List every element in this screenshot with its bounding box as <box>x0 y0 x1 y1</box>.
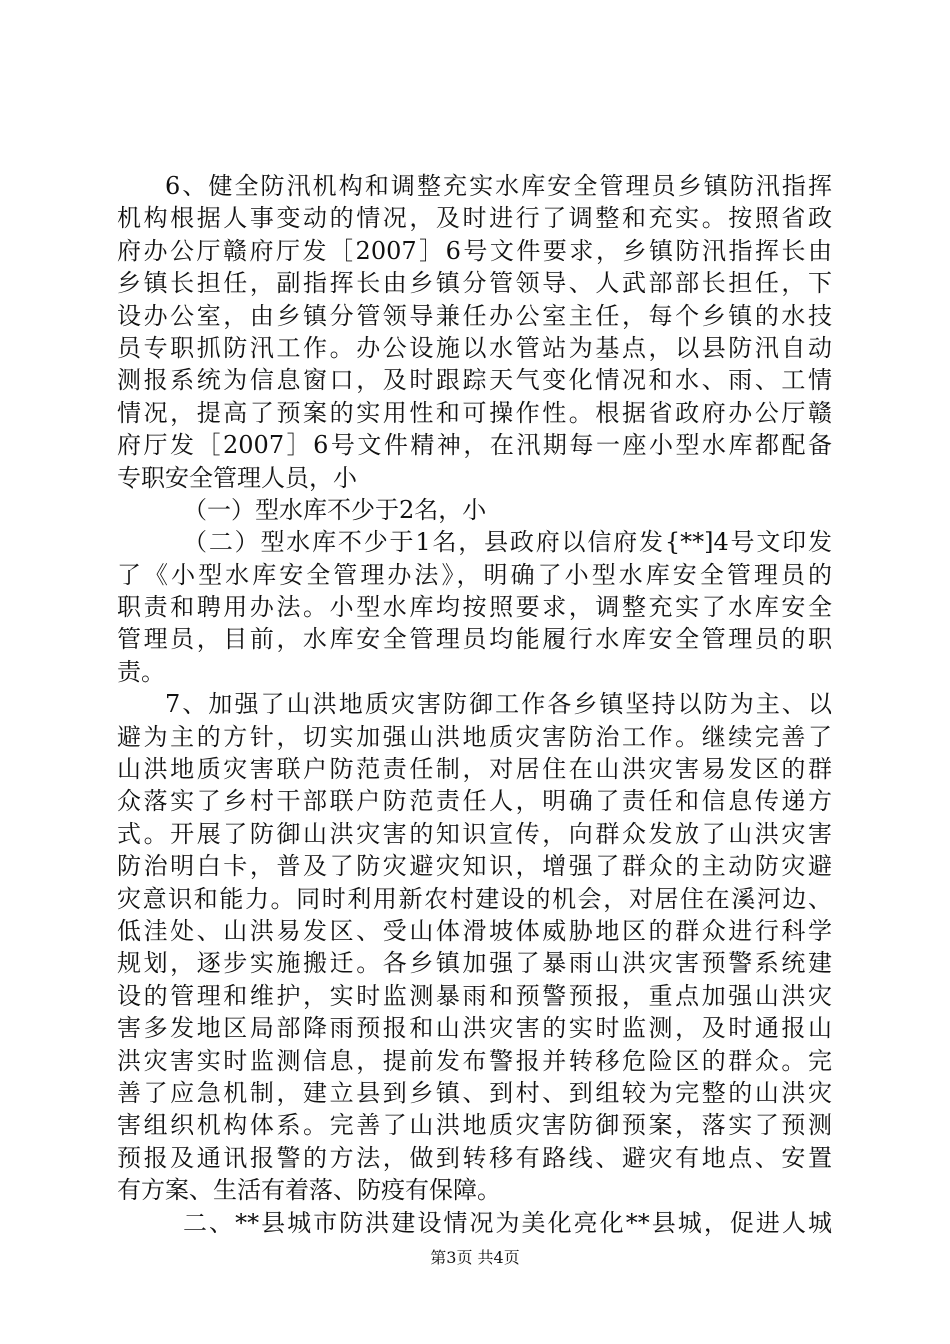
paragraph-line: 专职安全管理人员，小 <box>117 463 357 492</box>
paragraph-line: 众落实了乡村干部联户防范责任人，明确了责任和信息传递方 <box>117 787 832 816</box>
page-number-footer: 第3页 共4页 <box>430 1248 520 1267</box>
paragraph-line: 有方案、生活有着落、防疫有保障。 <box>117 1176 501 1205</box>
paragraph-line: 害组织机构体系。完善了山洪地质灾害防御预案，落实了预测 <box>117 1111 832 1140</box>
paragraph-line: 预报及通讯报警的方法，做到转移有路线、避灾有地点、安置 <box>117 1143 832 1172</box>
paragraph-line: 害多发地区局部降雨预报和山洪灾害的实时监测，及时通报山 <box>117 1014 832 1043</box>
paragraph-line: 乡镇长担任，副指挥长由乡镇分管领导、人武部部长担任，下 <box>117 269 832 298</box>
paragraph-line: 善了应急机制，建立县到乡镇、到村、到组较为完整的山洪灾 <box>117 1078 832 1107</box>
paragraph-line: 机构根据人事变动的情况，及时进行了调整和充实。按照省政 <box>117 204 832 233</box>
paragraph-line: 设办公室，由乡镇分管领导兼任办公室主任，每个乡镇的水技 <box>117 301 832 330</box>
paragraph-line: 职责和聘用办法。小型水库均按照要求，调整充实了水库安全 <box>117 593 832 622</box>
paragraph-line: 了《小型水库安全管理办法》，明确了小型水库安全管理员的 <box>117 560 832 589</box>
paragraph-line: 府厅发［2007］6号文件精神，在汛期每一座小型水库都配备 <box>117 431 832 460</box>
paragraph-line: 管理员，目前，水库安全管理员均能履行水库安全管理员的职 <box>117 625 832 654</box>
paragraph-line: 府办公厅赣府厅发［2007］6号文件要求，乡镇防汛指挥长由 <box>117 236 832 265</box>
document-body <box>117 170 832 1239</box>
paragraph-line: 7、加强了山洪地质灾害防御工作各乡镇坚持以防为主、以 <box>165 690 832 719</box>
paragraph-line: 情况，提高了预案的实用性和可操作性。根据省政府办公厅赣 <box>117 398 832 427</box>
paragraph-line: 洪灾害实时监测信息，提前发布警报并转移危险区的群众。完 <box>117 1046 832 1075</box>
paragraph-line: 规划，逐步实施搬迁。各乡镇加强了暴雨山洪灾害预警系统建 <box>117 949 832 978</box>
paragraph-line: （一）型水库不少于2名，小 <box>183 495 487 524</box>
paragraph-line: 二、**县城市防洪建设情况为美化亮化**县城，促进人城 <box>183 1208 832 1237</box>
paragraph-line: 防治明白卡，普及了防灾避灾知识，增强了群众的主动防灾避 <box>117 852 832 881</box>
paragraph-line: 式。开展了防御山洪灾害的知识宣传，向群众发放了山洪灾害 <box>117 819 832 848</box>
paragraph-line: 低洼处、山洪易发区、受山体滑坡体威胁地区的群众进行科学 <box>117 916 832 945</box>
paragraph-line: 测报系统为信息窗口，及时跟踪天气变化情况和水、雨、工情 <box>117 366 832 395</box>
paragraph-line: 避为主的方针，切实加强山洪地质灾害防治工作。继续完善了 <box>117 722 832 751</box>
paragraph-line: 责。 <box>117 657 165 686</box>
paragraph-line: 山洪地质灾害联户防范责任制，对居住在山洪灾害易发区的群 <box>117 755 832 784</box>
paragraph-line: 6、健全防汛机构和调整充实水库安全管理员乡镇防汛指挥 <box>165 172 832 200</box>
paragraph-line: 灾意识和能力。同时利用新农村建设的机会，对居住在溪河边、 <box>117 884 832 913</box>
paragraph-line: （二）型水库不少于1名，县政府以信府发{**]4号文印发 <box>183 528 832 557</box>
paragraph-line: 员专职抓防汛工作。办公设施以水管站为基点，以县防汛自动 <box>117 333 832 362</box>
paragraph-line: 设的管理和维护，实时监测暴雨和预警预报，重点加强山洪灾 <box>117 981 832 1010</box>
